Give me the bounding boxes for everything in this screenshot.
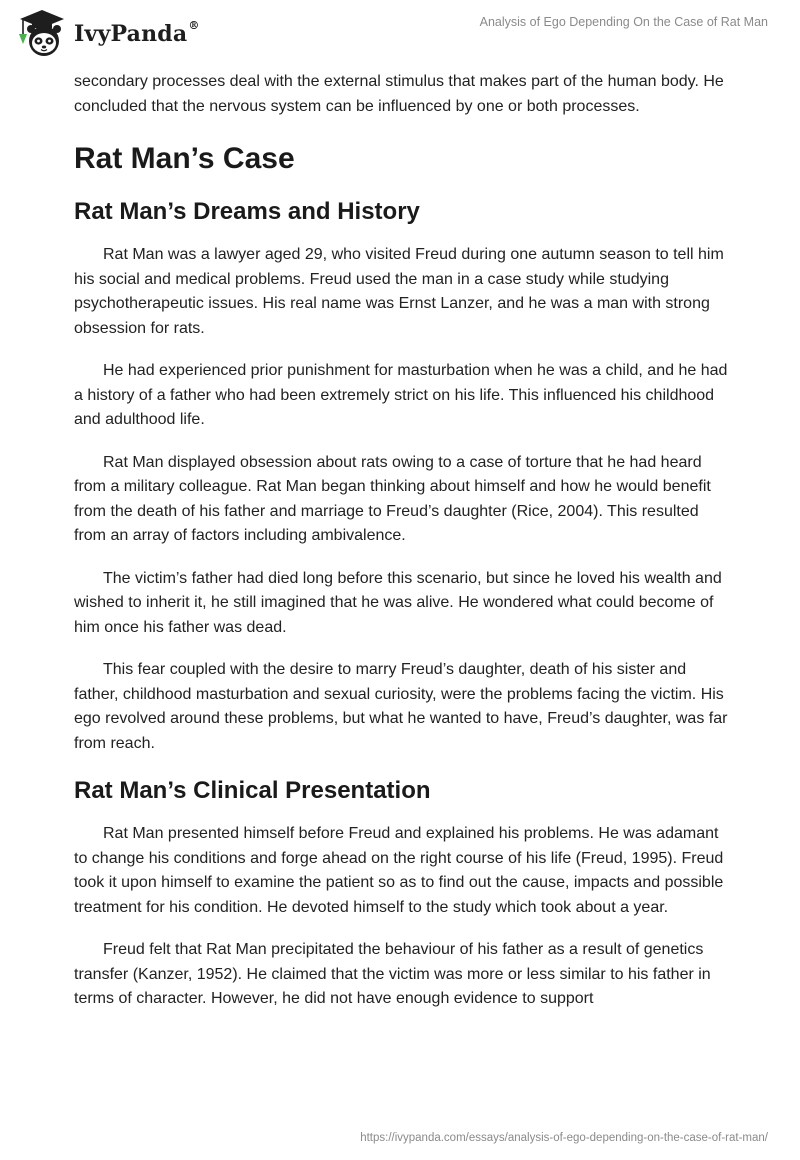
paragraph: This fear coupled with the desire to marry Freud’s daughter, death of his sister and father, childhood masturbation and sexual curiosity, were the problems facing the victim. His ego revolved around these problems, but what he wanted to have, Freud’s daughter, was far from reach.	[74, 661, 728, 752]
section-title: Rat Man’s Case	[74, 142, 295, 175]
subsection-title-clinical-presentation: Rat Man’s Clinical Presentation	[74, 777, 431, 804]
ivypanda-logo[interactable]	[14, 8, 200, 60]
paragraph: The victim’s father had died long before this scenario, but since he loved his wealth and wished to inherit it, he still imagined that he was alive. He wondered what could become of him once his father was dead.	[74, 569, 722, 636]
logo-text: IvyPanda	[74, 21, 188, 47]
paragraph: Freud felt that Rat Man precipitated the behaviour of his father as a result of genetics transfer (Kanzer, 1952). He claimed that the victim was more or less similar to his father in terms of character. However, he did not have enough evidence to support	[74, 941, 711, 1007]
paragraph: Rat Man was a lawyer aged 29, who visited Freud during one autumn season to tell him his social and medical problems. Freud used the man in a case study while studying psychotherapeutic issues. His real name was Ernst Lanzer, and he was a man with strong obsession for rats.	[74, 246, 724, 337]
registered-mark: ®	[188, 19, 200, 32]
paragraph: Rat Man displayed obsession about rats owing to a case of torture that he had heard from a military colleague. Rat Man began thinking about himself and how he would benefit from the death of his father and marriage to Freud’s daughter (Rice, 2004). This resulted from an array of factors including ambivalence.	[74, 453, 711, 544]
paragraph: He had experienced prior punishment for masturbation when he was a child, and he had a history of a father who had been extremely strict on his life. This influenced his childhood and adulthood life.	[74, 362, 728, 428]
paragraph: Rat Man presented himself before Freud and explained his problems. He was adamant to change his conditions and forge ahead on the right course of his life (Freud, 1995). Freud took it upon himself to examine the patient so as to find out the cause, impacts and possible treatment for his condition. He devoted himself to the study which took about a year.	[74, 825, 724, 916]
page-header	[0, 0, 800, 70]
source-url[interactable]: https://ivypanda.com/essays/analysis-of-ego-depending-on-the-case-of-rat-man/	[360, 1132, 768, 1144]
document-title: Analysis of Ego Depending On the Case of Rat Man	[479, 15, 768, 29]
panda-graduate-icon	[14, 8, 70, 60]
essay-content	[74, 70, 734, 1030]
subsection-title-dreams-history: Rat Man’s Dreams and History	[74, 198, 420, 225]
intro-paragraph: secondary processes deal with the external stimulus that makes part of the human body. He concluded that the nervous system can be influenced by one or both processes.	[74, 73, 724, 115]
